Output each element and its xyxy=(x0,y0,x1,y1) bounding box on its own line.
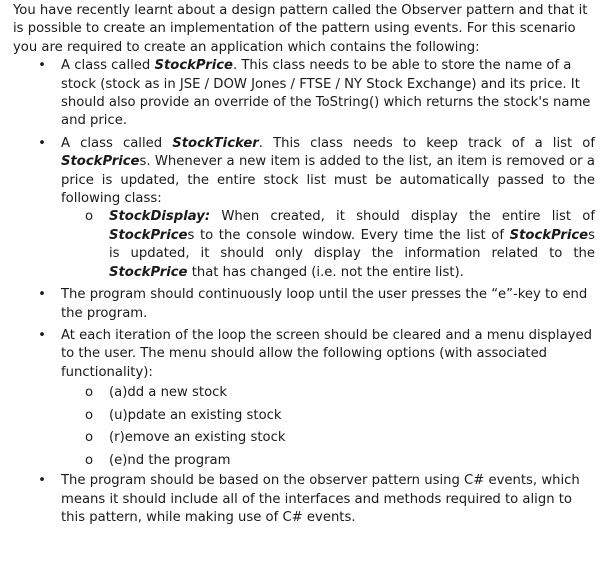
bullet-icon: • xyxy=(38,58,46,74)
sub-item-paragraph xyxy=(109,208,595,282)
bullet-icon: • xyxy=(38,327,46,343)
sub-bullet-icon: o xyxy=(85,430,94,446)
text-segment: . This class needs to be able to store the name of a stock (stock as in JSE / DOW Jones / FTSE / NY Stock Exchange) and its price. It should also provide an override of the ToString() which returns the stock's name and price. xyxy=(61,58,591,129)
class-name-stockprice: StockPrice xyxy=(154,58,233,74)
sub-bullet-icon: o xyxy=(85,209,94,225)
sub-list xyxy=(61,208,595,282)
menu-option-end xyxy=(61,450,595,473)
list-item-stockprice xyxy=(13,57,595,131)
text-segment: A class called xyxy=(61,135,173,151)
bullet-icon: • xyxy=(38,135,46,151)
item-text: The program should be based on the observer pattern using C# events, which means it should include all of the interfaces and methods required to align to this pattern, while making use of C# events. xyxy=(61,473,580,525)
sub-bullet-icon: o xyxy=(85,452,94,468)
menu-option-label: (a)dd a new stock xyxy=(109,385,228,401)
menu-option-label: (e)nd the program xyxy=(109,452,231,468)
bullet-icon: • xyxy=(38,287,46,303)
class-name-stockprice: StockPrice xyxy=(109,264,188,280)
sub-item-stockdisplay xyxy=(61,208,595,282)
sub-bullet-icon: o xyxy=(85,385,94,401)
bullet-icon: • xyxy=(38,473,46,489)
list-item-stockticker xyxy=(13,135,595,282)
class-name-stockdisplay: StockDisplay: xyxy=(109,209,211,225)
menu-option-remove xyxy=(61,427,595,450)
menu-option-label: (r)emove an existing stock xyxy=(109,430,286,446)
requirements-list xyxy=(13,57,595,527)
text-segment: When created, it should display the entire list of xyxy=(210,209,595,225)
class-name-stockprice: StockPrice xyxy=(61,154,140,170)
intro-paragraph: You have recently learnt about a design pattern called the Observer pattern and that it is possible to create an implementation of the pattern using events. For this scenario you are required to create an application which contains the following: xyxy=(13,3,588,55)
text-segment: A class called xyxy=(61,58,155,74)
class-name-stockprice: StockPrice xyxy=(109,227,188,243)
list-item-menu xyxy=(13,327,595,472)
sub-bullet-icon: o xyxy=(85,407,94,423)
menu-options-list xyxy=(61,382,595,472)
item-paragraph xyxy=(61,135,595,209)
text-segment: . This class needs to keep track of a list of xyxy=(258,135,595,151)
text-segment: s is updated, it should only display the information related to the xyxy=(109,227,595,262)
list-item-observer xyxy=(13,472,595,527)
item-text: At each iteration of the loop the screen should be cleared and a menu displayed to the user. The menu should allow the following options (with associated functionality): xyxy=(61,327,592,380)
item-text: The program should continuously loop until the user presses the “e”-key to end the program. xyxy=(61,287,588,321)
menu-option-add xyxy=(61,382,595,405)
list-item-loop xyxy=(13,286,595,323)
menu-option-label: (u)pdate an existing stock xyxy=(109,407,282,423)
class-name-stockticker: StockTicker xyxy=(172,135,259,151)
text-segment: that has changed (i.e. not the entire list). xyxy=(187,264,464,280)
class-name-stockprice: StockPrice xyxy=(509,227,589,243)
menu-option-update xyxy=(61,405,595,428)
text-segment: s to the console window. Every time the list of xyxy=(187,227,510,243)
text-segment: s. Whenever a new item is added to the list, an item is removed or a price is updated, the entire stock list must be automatically passed to the following class: xyxy=(61,154,595,207)
